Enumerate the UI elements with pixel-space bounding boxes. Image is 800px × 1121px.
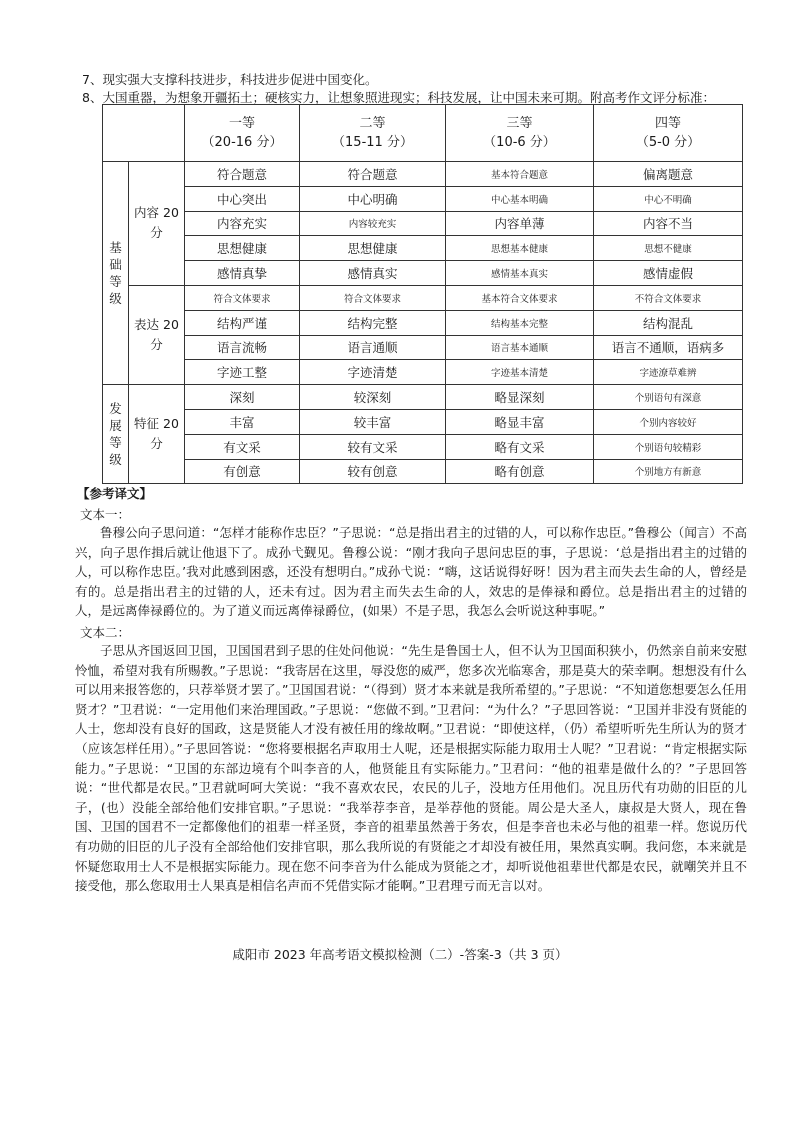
cell: 较有创意 xyxy=(300,459,446,484)
cell: 个别内容较好 xyxy=(594,409,743,434)
feature-label: 特征 20 分 xyxy=(129,385,185,484)
cell: 感情真实 xyxy=(300,261,446,286)
cell: 思想不健康 xyxy=(594,236,743,261)
cell: 内容充实 xyxy=(185,211,300,236)
table-row xyxy=(103,385,743,410)
cell: 符合文体要求 xyxy=(185,285,300,310)
cell: 略有文采 xyxy=(446,434,594,459)
item-7: 7、现实强大支撑科技进步，科技进步促进中国变化。 xyxy=(82,72,378,87)
table-row xyxy=(103,459,743,484)
cell: 中心明确 xyxy=(300,186,446,211)
cell: 字迹清楚 xyxy=(300,360,446,385)
cell: 结构混乱 xyxy=(594,310,743,335)
cell: 偏离题意 xyxy=(594,162,743,187)
cell: 略显深刻 xyxy=(446,385,594,410)
text1-paragraph: 鲁穆公向子思问道：“怎样才能称作忠臣？”子思说：“总是指出君主的过错的人，可以称作忠臣。”鲁穆公（闻言）不高兴，向子思作揖后就让他退下了。成孙弋觐见。鲁穆公说：“刚才我向子思问忠臣的事，子思说：‘总是指出君主的过错的人，可以称作忠臣。’我对此感到困惑，还没有想明白。”成孙弋说：“嗨，这话说得好呀！因为君主而失去生命的人，曾经是有的。总是指出君主的过错的人，还未有过。因为君主而失去生命的人，效忠的是俸禄和爵位。总是指出君主的过错的人，是远离俸禄爵位的。为了道义而远离俸禄爵位，(如果）不是子思，我怎么会听说这种事呢。” xyxy=(75,525,747,619)
table-row xyxy=(103,409,743,434)
cell: 丰富 xyxy=(185,409,300,434)
table-header-row xyxy=(103,105,743,162)
table-row xyxy=(103,261,743,286)
table-row xyxy=(103,186,743,211)
table-row xyxy=(103,434,743,459)
cell: 个别地方有新意 xyxy=(594,459,743,484)
cell: 内容较充实 xyxy=(300,211,446,236)
cell: 中心突出 xyxy=(185,186,300,211)
cell: 略显丰富 xyxy=(446,409,594,434)
scoring-table xyxy=(102,104,743,484)
cell: 结构完整 xyxy=(300,310,446,335)
cell: 中心基本明确 xyxy=(446,186,594,211)
cell: 内容单薄 xyxy=(446,211,594,236)
cell: 有创意 xyxy=(185,459,300,484)
cell: 个别语句有深意 xyxy=(594,385,743,410)
cell: 感情虚假 xyxy=(594,261,743,286)
cell: 语言通顺 xyxy=(300,335,446,360)
cell: 不符合文体要求 xyxy=(594,285,743,310)
cell: 较丰富 xyxy=(300,409,446,434)
cell: 字迹潦草难辨 xyxy=(594,360,743,385)
cell: 思想基本健康 xyxy=(446,236,594,261)
table-row xyxy=(103,211,743,236)
cell: 思想健康 xyxy=(300,236,446,261)
cell: 略有创意 xyxy=(446,459,594,484)
table-row xyxy=(103,162,743,187)
basic-level-label: 基 础 等 级 xyxy=(103,162,129,385)
cell: 符合题意 xyxy=(300,162,446,187)
table-row xyxy=(103,310,743,335)
text2-paragraph: 子思从齐国返回卫国，卫国国君到子思的住处问他说：“先生是鲁国士人，但不认为卫国面积狭小，仍然亲自前来安慰怜恤，希望对我有所赐教。”子思说：“我寄居在这里，辱没您的威严，您多次光临寒舍，那是莫大的荣幸啊。想想没有什么可以用来报答您的，只荐举贤才罢了。”卫国国君说：“（得到）贤才本来就是我所希望的。”子思说：“不知道您想要怎么任用贤才？”卫君说：“一定用他们来治理国政。”子思说：“您做不到。”卫君问：“为什么？”子思回答说：“卫国并非没有贤能的人士，您却没有良好的国政，这是贤能人才没有被任用的缘故啊。”卫君说：“即使这样，（仍）希望听听先生所认为的贤才（应该怎样任用）。”子思回答说：“您将要根据名声取用士人呢，还是根据实际能力取用士人呢？”卫君说：“肯定根据实际能力。”子思说：“卫国的东部边境有个叫李音的人，他贤能且有实际能力。”卫君问：“他的祖辈是做什么的？”子思回答说：“世代都是农民。”卫君就呵呵大笑说：“我不喜欢农民，农民的儿子，没地方任用他们。况且历代有功勋的旧臣的儿子，(也）没能全部给他们安排官职。”子思说：“我举荐李音，是举荐他的贤能。周公是大圣人，康叔是大贤人，现在鲁国、卫国的国君不一定都像他们的祖辈一样圣贤，李音的祖辈虽然善于务农，但是李音也未必与他的祖辈一样。您说历代有功勋的旧臣的儿子没有全部给他们安排官职，那么我所说的有贤能之才却没有被任用，果然真实啊。我问您，本来就是怀疑您取用士人不是根据实际能力。现在您不问李音为什么能成为贤能之才，却听说他祖辈世代都是农民，就嘲笑并且不接受他，那么您取用士人果真是相信名声而不凭借实际才能啊。”卫君理亏而无言以对。 xyxy=(75,643,747,894)
cell: 深刻 xyxy=(185,385,300,410)
cell: 个别语句较精彩 xyxy=(594,434,743,459)
table-row xyxy=(103,285,743,310)
reference-title: 【参考译文】 xyxy=(77,486,153,501)
grade-header: 二等 （15-11 分） xyxy=(300,105,446,162)
cell: 较有文采 xyxy=(300,434,446,459)
development-level-label: 发 展 等 级 xyxy=(103,385,129,484)
cell: 语言流畅 xyxy=(185,335,300,360)
text1-label: 文本一： xyxy=(80,507,131,522)
table-row xyxy=(103,236,743,261)
cell: 有文采 xyxy=(185,434,300,459)
grade-header: 四等 （5-0 分） xyxy=(594,105,743,162)
grade-header: 一等 （20-16 分） xyxy=(185,105,300,162)
cell: 符合题意 xyxy=(185,162,300,187)
cell: 基本符合文体要求 xyxy=(446,285,594,310)
cell: 基本符合题意 xyxy=(446,162,594,187)
item-8: 8、大国重器，为想象开疆拓土；硬核实力，让想象照进现实；科技发展，让中国未来可期。附高考作文评分标准： xyxy=(82,90,715,105)
cell: 字迹基本清楚 xyxy=(446,360,594,385)
cell: 结构基本完整 xyxy=(446,310,594,335)
cell: 字迹工整 xyxy=(185,360,300,385)
cell: 语言基本通顺 xyxy=(446,335,594,360)
cell: 结构严谨 xyxy=(185,310,300,335)
content-label: 内容 20 分 xyxy=(129,162,185,286)
cell: 思想健康 xyxy=(185,236,300,261)
cell: 符合文体要求 xyxy=(300,285,446,310)
table-row xyxy=(103,335,743,360)
cell: 中心不明确 xyxy=(594,186,743,211)
page-footer: 咸阳市 2023 年高考语文模拟检测（二）-答案-3（共 3 页） xyxy=(232,947,568,962)
text2-label: 文本二： xyxy=(80,625,131,640)
grade-header: 三等 （10-6 分） xyxy=(446,105,594,162)
cell: 语言不通顺，语病多 xyxy=(594,335,743,360)
cell: 内容不当 xyxy=(594,211,743,236)
corner-cell xyxy=(103,105,185,162)
expression-label: 表达 20 分 xyxy=(129,285,185,384)
table-row xyxy=(103,360,743,385)
cell: 较深刻 xyxy=(300,385,446,410)
cell: 感情真挚 xyxy=(185,261,300,286)
cell: 感情基本真实 xyxy=(446,261,594,286)
